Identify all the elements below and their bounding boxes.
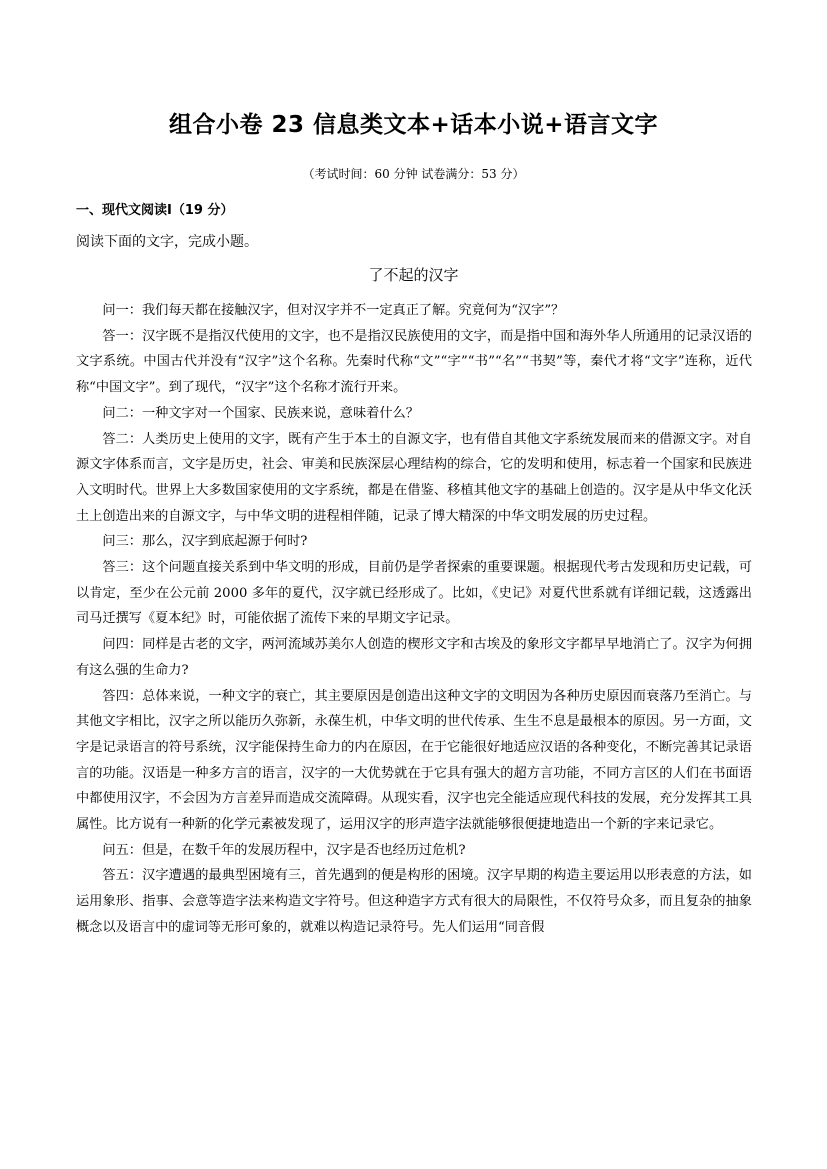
page-title: 组合小卷 23 信息类文本+话本小说+语言文字 <box>168 112 659 138</box>
answer-2: 答二：人类历史上使用的文字，既有产生于本土的自源文字，也有借自其他文字系统发展而来的借源文字。对自源文字体系而言，文字是历史，社会、审美和民族深层心理结构的综合，它的发明和使用，标志着一个国家和民族进入文明时代。世界上大多数国家使用的文字系统，都是在借鉴、移植其他文字的基础上创造的。汉字是从中华文化沃土上创造出来的自源文字，与中华文明的进程相伴随，记录了博大精深的中华文明发展的历史过程。 <box>76 431 752 524</box>
section-heading: 一、现代文阅读Ⅰ（19 分） <box>76 203 234 218</box>
question-1: 问一：我们每天都在接触汉字，但对汉字并不一定真正了解。究竟何为“汉字”？ <box>102 303 565 318</box>
question-3: 问三：那么，汉字到底起源于何时? <box>102 534 308 550</box>
exam-info: （考试时间：60 分钟 试卷满分：53 分） <box>302 167 525 181</box>
question-2: 问二：一种文字对一个国家、民族来说，意味着什么？ <box>102 405 419 421</box>
answer-4: 答四：总体来说，一种文字的衰亡，其主要原因是创造出这种文字的文明因为各种历史原因而衰落乃至消亡。与其他文字相比，汉字之所以能历久弥新，永葆生机，中华文明的世代传承、生生不息是最根本的原因。另一方面，文字是记录语言的符号系统，汉字能保持生命力的内在原因，在于它能很好地适应汉语的各种变化，不断完善其记录语言的功能。汉语是一种多方言的语言，汉字的一大优势就在于它具有强大的超方言功能，不同方言区的人们在书面语中都使用汉字，不会因为方言差异而造成交流障碍。从现实看，汉字也完全能适应现代科技的发展，充分发挥其工具属性。比方说有一种新的化学元素被发现了，运用汉字的形声造字法就能够很便捷地造出一个新的字来记录它。 <box>76 688 752 833</box>
reading-instruction: 阅读下面的文字，完成小题。 <box>76 234 258 250</box>
answer-1: 答一：汉字既不是指汉代使用的文字，也不是指汉民族使用的文字，而是指中国和海外华人所通用的记录汉语的文字系统。中国古代并没有“汉字”这个名称。先秦时代称“文”“字”“书”“名”“书契”等，秦代才将“文字”连称，近代称“中国文字”。到了现代，“汉字”这个名称才流行开来。 <box>76 328 752 396</box>
answer-3: 答三：这个问题直接关系到中华文明的形成，目前仍是学者探索的重要课题。根据现代考古发现和历史记载，可以肯定，至少在公元前 2000 多年的夏代，汉字就已经形成了。比如，《史记》对夏代世系就有详细记载，这透露出司马迁撰写《夏本纪》时，可能依据了流传下来的早期文字记录。 <box>76 560 752 627</box>
article-body <box>76 298 752 941</box>
question-5: 问五：但是，在数千年的发展历程中，汉字是否也经历过危机? <box>102 842 466 858</box>
question-4: 问四：同样是古老的文字，两河流域苏美尔人创造的楔形文字和古埃及的象形文字都早早地消亡了。汉字为何拥有这么强的生命力? <box>76 637 752 678</box>
article-title: 了不起的汉字 <box>368 266 459 284</box>
answer-5: 答五：汉字遭遇的最典型困境有三，首先遇到的便是构形的困境。汉字早期的构造主要运用以形表意的方法，如运用象形、指事、会意等造字法来构造文字符号。但这种造字方式有很大的局限性，不仅符号众多，而且复杂的抽象概念以及语言中的虚词等无形可象的，就难以构造记录符号。先人们运用“同音假 <box>76 868 752 935</box>
